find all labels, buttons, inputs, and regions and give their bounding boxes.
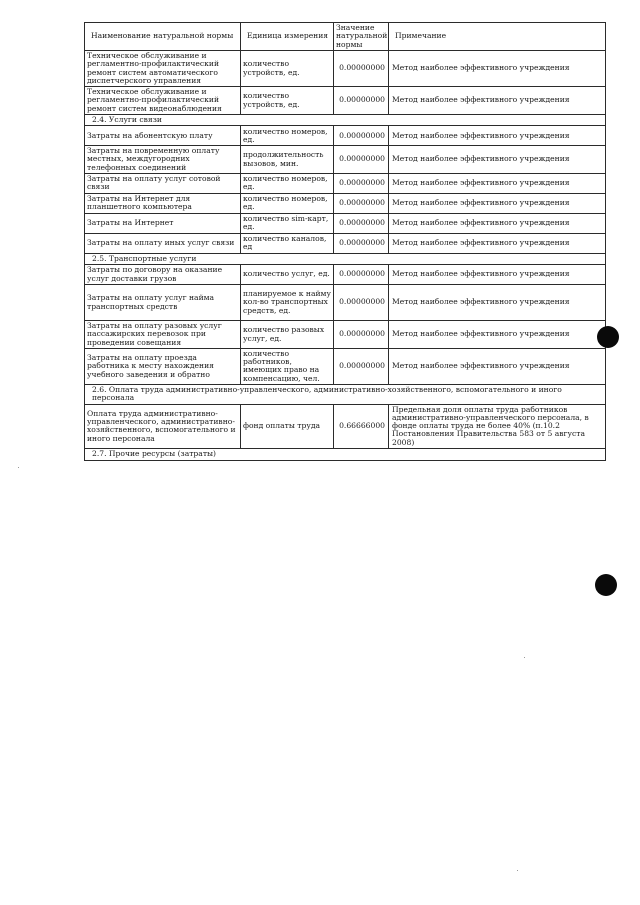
row-value: 0.00000000	[334, 87, 389, 115]
row-unit: количество номеров, ед.	[241, 193, 334, 213]
row-name: Затраты на оплату услуг найма транспортных средств	[85, 285, 241, 321]
table-row	[85, 126, 606, 146]
table-row	[85, 87, 606, 115]
row-note: Метод наиболее эффективного учреждения	[389, 349, 606, 385]
row-unit: количество каналов, ед	[241, 233, 334, 253]
table-row	[85, 51, 606, 87]
section-title: 2.6. Оплата труда административно-управленческого, административно-хозяйственного, вспомогательного и иного персонала	[85, 384, 606, 404]
row-value: 0.00000000	[334, 349, 389, 385]
table-row	[85, 321, 606, 349]
section-title: 2.4. Услуги связи	[85, 115, 606, 126]
table-row	[85, 233, 606, 253]
row-unit: фонд оплаты труда	[241, 404, 334, 448]
row-note: Метод наиболее эффективного учреждения	[389, 265, 606, 285]
row-note: Предельная доля оплаты труда работников административно-управленческого персонала, в фонде оплаты труда не более 40% (п.10.2 Постановления Правительства 583 от 5 августа 2008)	[389, 404, 606, 448]
row-name: Затраты на оплату иных услуг связи	[85, 233, 241, 253]
row-name: Техническое обслуживание и регламентно-профилактический ремонт систем автоматического диспетчерского управления	[85, 51, 241, 87]
row-value: 0.00000000	[334, 173, 389, 193]
row-note: Метод наиболее эффективного учреждения	[389, 193, 606, 213]
table-row	[85, 193, 606, 213]
row-unit: количество разовых услуг, ед.	[241, 321, 334, 349]
row-name: Затраты на оплату услуг сотовой связи	[85, 173, 241, 193]
row-value: 0.00000000	[334, 213, 389, 233]
row-note: Метод наиболее эффективного учреждения	[389, 213, 606, 233]
row-note: Метод наиболее эффективного учреждения	[389, 87, 606, 115]
scan-speck	[18, 467, 19, 468]
row-name: Оплата труда административно-управленческого, административно-хозяйственного, вспомогательного и иного персонала	[85, 404, 241, 448]
header-name: Наименование натуральной нормы	[85, 23, 241, 51]
section-row	[85, 115, 606, 126]
row-unit: количество sim-карт, ед.	[241, 213, 334, 233]
row-name: Затраты на повременную оплату местных, междугородних телефонных соединений	[85, 146, 241, 174]
row-name: Затраты на Интернет для планшетного компьютера	[85, 193, 241, 213]
table-header-row	[85, 23, 606, 51]
row-value: 0.00000000	[334, 265, 389, 285]
row-value: 0.00000000	[334, 285, 389, 321]
row-value: 0.00000000	[334, 193, 389, 213]
table-row	[85, 285, 606, 321]
row-name: Затраты на оплату разовых услуг пассажирских перевозок при проведении совещания	[85, 321, 241, 349]
row-value: 0.00000000	[334, 126, 389, 146]
row-name: Затраты по договору на оказание услуг доставки грузов	[85, 265, 241, 285]
section-title: 2.7. Прочие ресурсы (затраты)	[85, 448, 606, 460]
row-unit: количество устройств, ед.	[241, 87, 334, 115]
table-row	[85, 173, 606, 193]
binder-hole-mark	[597, 326, 619, 348]
row-unit: продолжительность вызовов, мин.	[241, 146, 334, 174]
natural-norms-table	[84, 22, 606, 461]
scan-speck	[517, 870, 518, 871]
table-row	[85, 265, 606, 285]
row-name: Затраты на абонентскую плату	[85, 126, 241, 146]
row-unit: количество номеров, ед.	[241, 126, 334, 146]
header-value: Значение натуральной нормы	[334, 23, 389, 51]
row-unit: количество работников, имеющих право на компенсацию, чел.	[241, 349, 334, 385]
row-unit: количество услуг, ед.	[241, 265, 334, 285]
binder-hole-mark	[595, 574, 617, 596]
scan-speck	[524, 657, 525, 658]
row-unit: количество номеров, ед.	[241, 173, 334, 193]
table-row	[85, 404, 606, 448]
row-note: Метод наиболее эффективного учреждения	[389, 126, 606, 146]
table-row	[85, 213, 606, 233]
header-unit: Единица измерения	[241, 23, 334, 51]
row-value: 0.00000000	[334, 51, 389, 87]
row-value: 0.66666000	[334, 404, 389, 448]
row-name: Техническое обслуживание и регламентно-профилактический ремонт систем видеонаблюдения	[85, 87, 241, 115]
row-name: Затраты на Интернет	[85, 213, 241, 233]
row-value: 0.00000000	[334, 146, 389, 174]
section-row	[85, 253, 606, 264]
row-note: Метод наиболее эффективного учреждения	[389, 173, 606, 193]
section-title: 2.5. Транспортные услуги	[85, 253, 606, 264]
row-value: 0.00000000	[334, 321, 389, 349]
header-note: Примечание	[389, 23, 606, 51]
row-note: Метод наиболее эффективного учреждения	[389, 285, 606, 321]
table-row	[85, 349, 606, 385]
row-note: Метод наиболее эффективного учреждения	[389, 51, 606, 87]
row-unit: планируемое к найму кол-во транспортных средств, ед.	[241, 285, 334, 321]
row-name: Затраты на оплату проезда работника к месту нахождения учебного заведения и обратно	[85, 349, 241, 385]
row-value: 0.00000000	[334, 233, 389, 253]
row-unit: количество устройств, ед.	[241, 51, 334, 87]
row-note: Метод наиболее эффективного учреждения	[389, 321, 606, 349]
section-row	[85, 384, 606, 404]
table-row	[85, 146, 606, 174]
row-note: Метод наиболее эффективного учреждения	[389, 233, 606, 253]
row-note: Метод наиболее эффективного учреждения	[389, 146, 606, 174]
section-row	[85, 448, 606, 460]
